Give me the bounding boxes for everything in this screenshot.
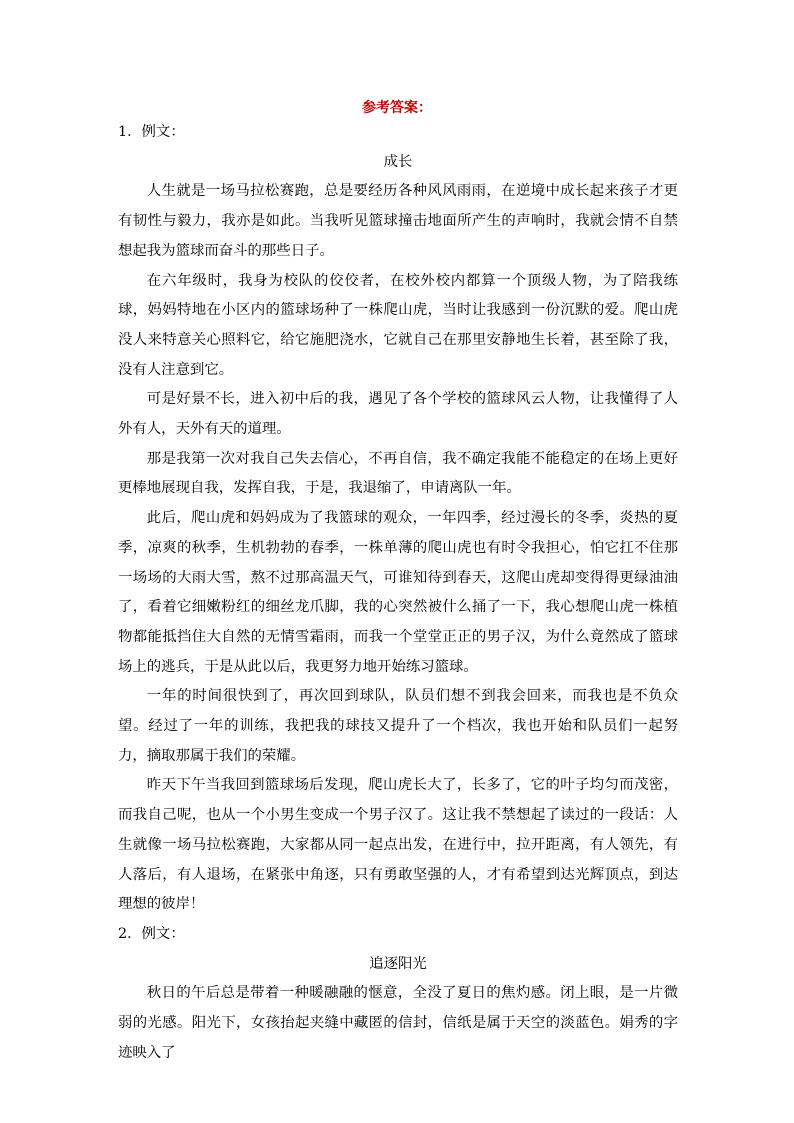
essay-paragraph: 可是好景不长，进入初中后的我，遇见了各个学校的篮球风云人物，让我懂得了人外有人，天外有天的道理。 xyxy=(118,391,678,438)
essay-paragraph: 一年的时间很快到了，再次回到球队，队员们想不到我会回来，而我也是不负众望。经过了一年的训练，我把我的球技又提升了一个档次，我也开始和队员们一起努力，摘取那属于我们的荣耀。 xyxy=(118,688,678,764)
essay-paragraph: 此后，爬山虎和妈妈成为了我篮球的观众，一年四季，经过漫长的冬季，炎热的夏季，凉爽的秋季，生机勃勃的春季，一株单薄的爬山虎也有时令我担心，怕它扛不住那一场场的大雨大雪，熬不过那高温天气，可谁知待到春天，这爬山虎却变得得更绿油油了，看着它细嫩粉红的细丝龙爪脚，我的心突然被什么捅了一下，我心想爬山虎一株植物都能抵挡住大自然的无情雪霜雨，而我一个堂堂正正的男子汉，为什么竟然成了篮球场上的逃兵，于是从此以后，我更努力地开始练习篮球。 xyxy=(118,510,678,675)
essay-paragraph: 人生就是一场马拉松赛跑，总是要经历各种风风雨雨，在逆境中成长起来孩子才更有韧性与毅力，我亦是如此。当我听见篮球撞击地面所产生的声响时，我就会情不自禁想起我为篮球而奋斗的那些日子。 xyxy=(118,183,678,259)
essay-title: 成长 xyxy=(383,153,413,170)
answer-item-1 xyxy=(118,118,678,920)
answer-item-2 xyxy=(118,920,678,1069)
essay-paragraph: 在六年级时，我身为校队的佼佼者，在校外校内都算一个顶级人物，为了陪我练球，妈妈特地在小区内的篮球场种了一株爬山虎，当时让我感到一份沉默的爱。爬山虎没人来特意关心照料它，给它施肥浇水，它就自己在那里安静地生长着，甚至除了我，没有人注意到它。 xyxy=(118,272,678,378)
item-label: 1．例文： xyxy=(118,124,185,140)
essay-paragraph: 秋日的午后总是带着一种暖融融的惬意，全没了夏日的焦灼感。闭上眼，是一片微弱的光感。阳光下，女孩抬起夹缝中藏匿的信封，信纸是属于天空的淡蓝色。娟秀的字迹映入了 xyxy=(118,985,678,1061)
item-label: 2．例文： xyxy=(118,925,185,942)
essay-title: 追逐阳光 xyxy=(369,955,427,972)
answer-heading: 参考答案： xyxy=(362,100,432,116)
essay-paragraph: 那是我第一次对我自己失去信心，不再自信，我不确定我能不能稳定的在场上更好更棒地展现自我，发挥自我，于是，我退缩了，申请离队一年。 xyxy=(118,450,678,497)
essay-paragraph: 昨天下午当我回到篮球场后发现，爬山虎长大了，长多了，它的叶子均匀而茂密，而我自己呢，也从一个小男生变成一个男子汉了。这让我不禁想起了读过的一段话：人生就像一场马拉松赛跑，大家都从同一起点出发，在进行中，拉开距离，有人领先，有人落后，有人退场，在紧张中角逐，只有勇敢坚强的人，才有希望到达光辉顶点，到达理想的彼岸！ xyxy=(118,777,678,913)
answer-content xyxy=(118,118,678,1069)
